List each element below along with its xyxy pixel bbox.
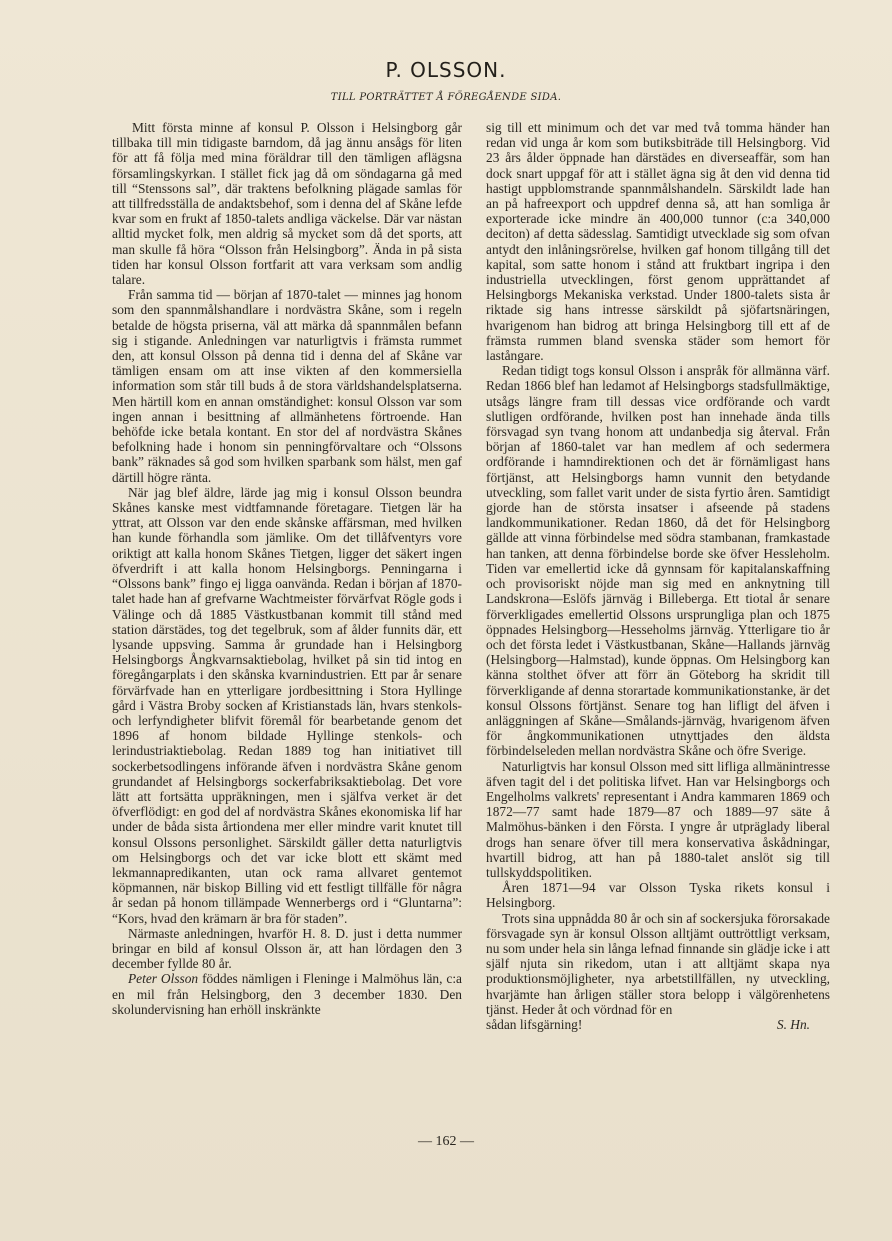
paragraph: Från samma tid — början af 1870-talet — minnes jag honom som den spannmålshandlare i nordvästra Skåne, som i regeln betalde de högsta priserna, väl att märka då spannmålen befann sig i stigande. Anledningen var naturligtvis i främsta rummet den, att konsul Olsson på denna tid i denna del af Skåne var tämligen ensam om att inse vikten af den kommersiella information som står till buds å de stora världshandelsplatserna. Men härtill kom en annan omständighet: konsul Olsson var som ingen annan i besittning af allmänhetens förtroende. Han behöfde icke betala kontant. En stor del af nordvästra Skånes befolkning hade i honom sin penningförvaltare och “Olssons bank” räknades så god som hvilken sparbank som hälst, men gaf därtill högre ränta. xyxy=(112,287,462,485)
closing-line xyxy=(486,1017,830,1032)
author-signature: S. Hn. xyxy=(776,1016,810,1032)
bio-text: föddes nämligen i Fleninge i Malmöhus län, c:a en mil från Helsingborg, den 3 december 1830. Den skolundervisning han erhöll inskränkte xyxy=(112,971,462,1017)
paragraph: Naturligtvis har konsul Olsson med sitt lifliga allmänintresse äfven tagit del i det politiska lifvet. Han var Helsingborgs och Engelholms valkrets' representant i Andra kammaren 1869 och 1872—77 samt hade 1879—87 och 1889—97 säte å Malmöhus-bänken i den Första. I yngre år utpräglady liberal drogs han senare öfver till mera konservativa åskådningar, hvartill bidrog, att han på 1880-talet anslöt sig till tullskyddspolitiken. xyxy=(486,758,830,880)
paragraph: Mitt första minne af konsul P. Olsson i Helsingborg går tillbaka till min tidigaste barndom, då jag ännu ansågs för liten för att få följa med mina föräldrar till den tämligen aflägsna församlingskyrkan. I stället fick jag då om söndagarna gå med till “Stenssons sal”, där traktens befolkning plägade samlas för att tillfredsställa de andaktsbehof, som i denna del af Skåne lefde kvar som en frukt af 1850-talets andliga väckelse. Där var nästan alltid mycket folk, men aldrig så mycket som då det sports, att man skulle få höra “Olsson från Helsingborg”. Ända in på sista tiden har konsul Olsson fortfarit att vara verksam som andlig talare. xyxy=(112,120,462,288)
closing-text: sådan lifsgärning! xyxy=(486,1016,583,1032)
paragraph: När jag blef äldre, lärde jag mig i konsul Olsson beundra Skånes kanske mest vidtfamnande företagare. Tietgen lär ha yttrat, att Olsson var den ende skånske affärsman, med hvilken han kunde förhandla som jämlike. Om det tillåfventyrs vore oriktigt att kalla honom Skånes Tietgen, ligger det säkert ingen öfverdrift i att kalla honom Helsingborgs. Penningarna i “Olssons bank” fingo ej ligga oanvända. Redan i början af 1870-talet hade han af grefvarne Wachtmeister förvärfvat Rögle gods i Välinge och då 1885 Västkustbanan kommit till stånd med station därstädes, tog det tegelbruk, som af ålder funnits där, ett lysande uppsving. Samma år grundade han i Helsingborg Helsingborgs Ångkvarnsaktiebolag, hvilket på sin tid intog en föregångarplats i den skånska kvarnindustrien. Ett par år senare förvärfvade han en ytterligare jordbesittning i Stora Hyllinge gård i Västra Broby socken af Kristianstads län, hvars stenkols- och lerfyndigheter blifvit föremål för bearbetande genom det 1896 af honom bildade Hyllinge stenkols- och lerindustriaktiebolag. Redan 1889 tog han initiativet till sockerbetsodlingens införande äfven i nordvästra Skåne genom grundandet af Helsingborgs sockerfabriksaktiebolag. Det vore lätt att fortsätta uppräkningen, men i själfva verket är det öfverflödigt: en god del af nordvästra Skånes ekonomiska lif har under de båda sista årtiondena mer eller mindre varit knutet till konsul Olssons personlighet. Särskildt gäller detta naturligtvis om Helsingborgs och det var icke blott ett skämt med lekmannapredikanten, utan ock rama allvaret gentemot köpmannen, när biskop Billing vid ett festligt tillfälle för några år sedan på honom tillämpade Wennerbergs ord i “Gluntarna”: “Kors, hvad den krämarn är bra för staden”. xyxy=(112,484,462,926)
article-title: P. OLSSON. xyxy=(385,58,507,82)
paragraph: Trots sina uppnådda 80 år och sin af sockersjuka förorsakade försvagade syn är konsul Olsson alltjämt outtröttligt verksam, nu som under hela sin långa lefnad finnande sin glädje icke i att själf njuta sin rikedom, utan i att alltjämt skapa nya produktionsmöjligheter, nya arbetstillfällen, ny utveckling, hvarjämte han årligen ställer stora belopp i välgörenhetens tjänst. Heder åt och vördnad för en xyxy=(486,910,830,1017)
left-column xyxy=(112,120,462,1017)
right-column xyxy=(486,120,830,1032)
bio-name: Peter Olsson xyxy=(128,971,199,987)
paragraph: Närmaste anledningen, hvarför H. 8. D. just i detta nummer bringar en bild af konsul Olsson är, att han lördagen den 3 december fyllde 80 år. xyxy=(112,925,462,972)
article-subtitle: TILL PORTRÄTTET Å FÖREGÅENDE SIDA. xyxy=(330,92,562,103)
bio-paragraph xyxy=(112,971,462,1017)
paragraph: Åren 1871—94 var Olsson Tyska rikets konsul i Helsingborg. xyxy=(486,880,830,911)
paragraph: sig till ett minimum och det var med två tomma händer han redan vid unga år kom som butiksbiträde till Helsingborg. Vid 23 års ålder öppnade han därstädes en diverseaffär, som han dock snart uppgaf för att i stället ägna sig åt den vid denna tid hastigt uppblomstrande spannmålshandeln. Särskildt lade han an på hafreexport och uppdref denna så, att han somliga år exporterade icke mindre än 400,000 tunnor (c:a 340,000 deciton) af detta sädesslag. Samtidigt utvecklade sig som ofvan antydt den inlåningsrörelse, hvilken gaf honom tillgång till det kapital, som satte honom i stånd att fruktbart ingripa i den industriella utvecklingen, först genom upprättandet af Helsingborgs Mekaniska verkstad. Under 1800-talets sista år riktade sig hans intresse särskildt på sjöfartsnäringen, hvarigenom han bidrog att bringa Helsingborg till ett af de främsta rummen bland svenska städer som hemort för lastångare. xyxy=(486,120,830,364)
paragraph: Redan tidigt togs konsul Olsson i anspråk för allmänna värf. Redan 1866 blef han ledamot af Helsingborgs stadsfullmäktige, utsågs längre fram till dessas vice ordförande och vardt slutligen ordförande, hvilken post han innehade ända tills försvagad syn tvang honom att undanbedja sig återval. Från början af 1860-talet var han medlem af och sedermera ordförande i hamndirektionen och det är förnämligast hans förtjänst, att Helsingborgs hamn vunnit den betydande utveckling, som fallet varit under de sista fyrtio åren. Samtidigt gjorde han de största insatser i afseende på stadens landkommunikationer. Redan 1860, då det för Helsingborg gällde att vinna förbindelse med södra stambanan, framkastade han tanken, att denna förbindelse borde ske öfver Hessleholm. Tiden var emellertid icke då gynnsam för kapitalanskaffning och provisoriskt nöjde man sig med en anknytning till Landskrona—Eslöfs järnväg i Billeberga. Ett tiotal år senare förverkligades emellertid Olssons ursprungliga plan och 1875 öppnades Helsingborg—Hesseholms järnväg. Ytterligare tio år och det första ledet i Västkustbanan, Skåne—Hallands järnväg (Helsingborg—Halmstad), kunde öppnas. Om Helsingborg kan känna stolthet öfver att förr än Göteborg ha skridit till förverkligande af denna storartade kommunikationstanke, är det konsul Olssons förtjänst. Senare tog han lifligt del äfven i anläggningen af Skåne—Smålands-järnväg, hvarigenom äfven för ångkommunikationen utnyttjades den äldsta förbindelseleden mellan nordvästra Skåne och öfre Sverige. xyxy=(486,363,830,759)
page-number: — 162 — xyxy=(418,1134,474,1149)
